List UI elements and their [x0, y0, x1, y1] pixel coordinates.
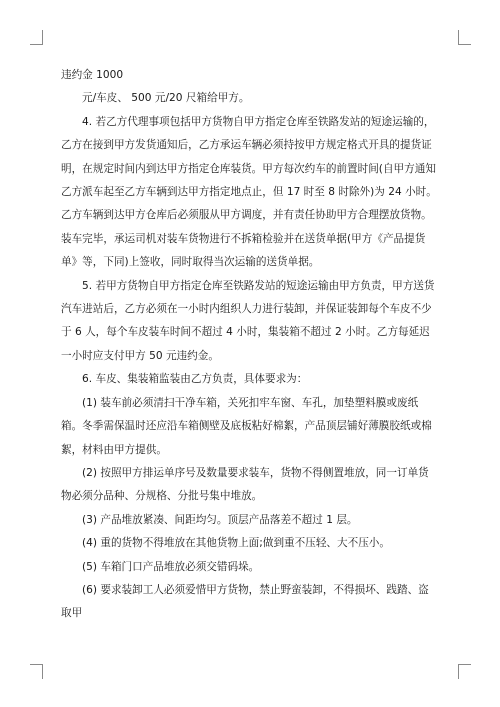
paragraph: (2) 按照甲方排运单序号及数量要求装车，货物不得侧置堆放，同一订单货物必须分品种、分规格、分批号集中堆放。 [61, 466, 429, 503]
paragraph: (4) 重的货物不得堆放在其他货物上面;做到重不压轻、大不压小。 [82, 537, 390, 550]
crop-mark-bottom-right [458, 664, 471, 679]
crop-mark-top-right [458, 30, 471, 45]
paragraph: 4. 若乙方代理事项包括甲方货物自甲方指定仓库至铁路发站的短途运输的，乙方在接到甲方发货通知后，乙方承运车辆必须持按甲方规定格式开具的提货证明，在规定时间内到达甲方指定仓库装货。甲方每次约车的前置时间(自甲方通知乙方派车起至乙方车辆到达甲方指定地点止，但 17 时至 8 时除外)为 24 小时。乙方车辆到达甲方仓库后必须服从甲方调度，并有责任协助甲方合理摆放货物。装车完毕，承运司机对装车货物进行不拆箱检验并在送货单据(甲方《产品提货单》等，下同)上签收，同时取得当次运输的送货单据。 [61, 115, 437, 269]
paragraph: (3) 产品堆放紧凑、间距均匀。顶层产品落差不超过 1 层。 [82, 513, 358, 526]
paragraph: 5. 若甲方货物自甲方指定仓库至铁路发站的短途运输由甲方负责，甲方送货汽车进站后，乙方必须在一小时内组织人力进行装卸，并保证装卸每个车皮不少于 6 人，每个车皮装车时间不超过 4 小时，集装箱不超过 2 小时。乙方每延迟一小时应支付甲方 50 元违约金。 [61, 279, 435, 362]
paragraph: (5) 车箱门口产品堆放必须交错码垛。 [82, 560, 260, 573]
crop-mark-top-left [30, 30, 43, 45]
paragraph: 元/车皮、 500 元/20 尺箱给甲方。 [82, 92, 250, 105]
crop-mark-bottom-left [30, 664, 43, 679]
paragraph: 6. 车皮、集装箱监装由乙方负责，具体要求为： [82, 373, 308, 386]
paragraph: (1) 装车前必须清扫干净车箱，关死扣牢车窗、车孔，加垫塑料膜或废纸箱。冬季需保温时还应沿车箱侧壁及底板粘好棉絮，产品顶层铺好薄膜胶纸或棉絮，材料由甲方提供。 [61, 396, 432, 456]
document-body [61, 64, 439, 626]
paragraph: 违约金 1000 [61, 69, 124, 81]
paragraph: (6) 要求装卸工人必须爱惜甲方货物，禁止野蛮装卸，不得损坏、践踏、盗取甲 [61, 583, 429, 620]
